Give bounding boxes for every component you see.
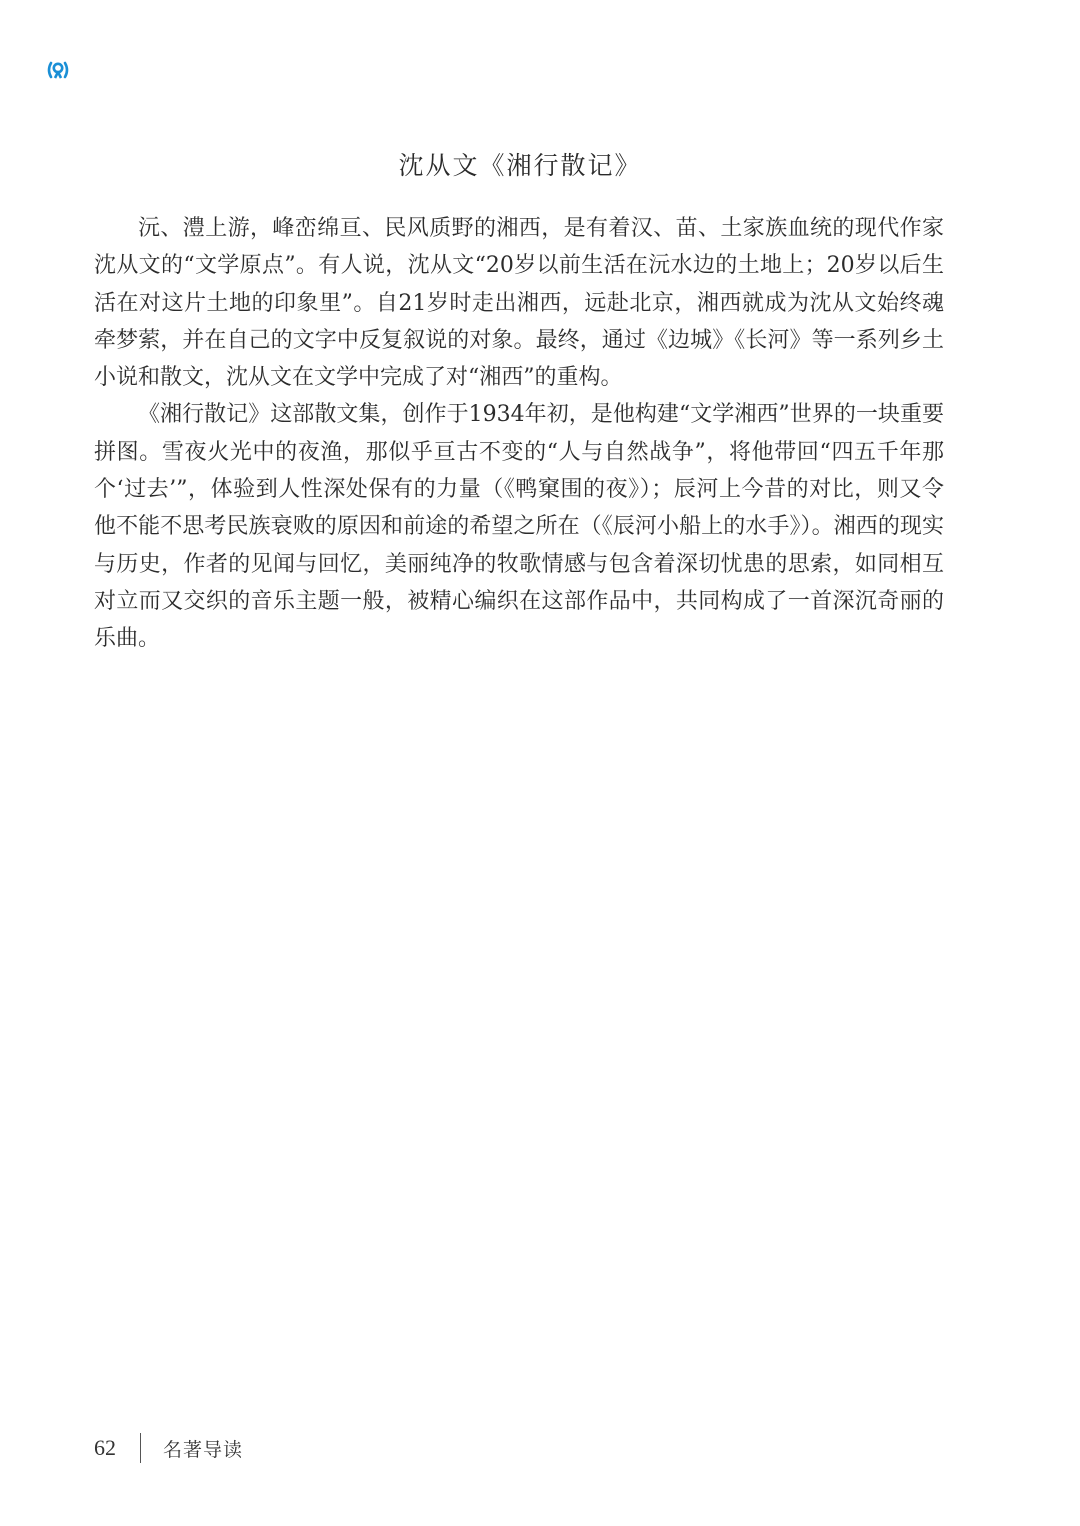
page-footer	[94, 1430, 243, 1466]
publisher-logo-icon	[44, 57, 72, 85]
page-number: 62	[94, 1435, 116, 1460]
paragraph-2: 《湘行散记》这部散文集，创作于1934年初，是他构建“文学湘西”世界的一块重要拼图。雪夜火光中的夜渔，那似乎亘古不变的“人与自然战争”，将他带回“四五千年那个‘过去’”，体验到人性深处保有的力量（《鸭窠围的夜》）；辰河上今昔的对比，则又令他不能不思考民族衰败的原因和前途的希望之所在（《辰河小船上的水手》）。湘西的现实与历史，作者的见闻与回忆，美丽纯净的牧歌情感与包含着深切忧患的思索，如同相互对立而又交织的音乐主题一般，被精心编织在这部作品中，共同构成了一首深沉奇丽的乐曲。	[94, 402, 944, 652]
paragraph-1: 沅、澧上游，峰峦绵亘、民风质野的湘西，是有着汉、苗、土家族血统的现代作家沈从文的“文学原点”。有人说，沈从文“20岁以前生活在沅水边的土地上；20岁以后生活在对这片土地的印象里”。自21岁时走出湘西，远赴北京，湘西就成为沈从文始终魂牵梦萦，并在自己的文字中反复叙说的对象。最终，通过《边城》《长河》等一系列乡土小说和散文，沈从文在文学中完成了对“湘西”的重构。	[94, 216, 944, 391]
article-body	[94, 210, 944, 658]
section-title: 名著导读	[163, 1438, 244, 1461]
article-title: 沈从文《湘行散记》	[398, 151, 642, 180]
footer-divider	[140, 1433, 141, 1463]
